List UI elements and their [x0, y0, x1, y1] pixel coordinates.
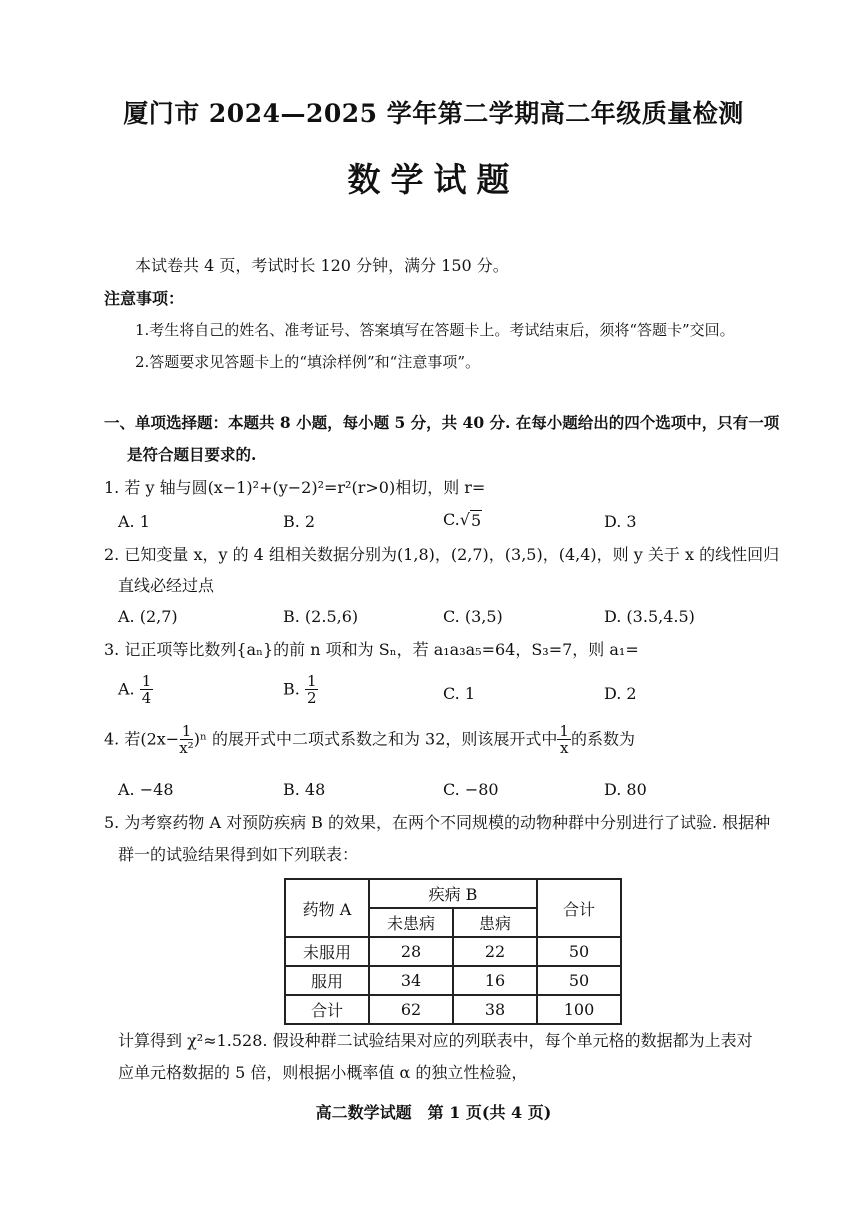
- numerator: 1: [306, 672, 317, 690]
- exam-title: 厦门市 2024—2025 学年第二学期高二年级质量检测: [123, 99, 744, 128]
- q4-option-d: D. 80: [604, 780, 647, 799]
- q1-option-d: D. 3: [604, 512, 637, 531]
- question-2-stem-line1: 2. 已知变量 x，y 的 4 组相关数据分别为(1,8)，(2,7)，(3,5)，(4,4)，则 y 关于 x 的线性回归: [104, 545, 780, 564]
- cell-not-ill: 28: [369, 937, 453, 966]
- exam-info: 本试卷共 4 页，考试时长 120 分钟，满分 150 分。: [135, 256, 509, 275]
- cell-ill: 16: [453, 966, 537, 995]
- notice-title: 注意事项：: [104, 289, 185, 308]
- q4-option-a: A. −48: [118, 780, 174, 799]
- q3-option-b: [283, 674, 318, 706]
- q2-option-c: C. (3,5): [443, 607, 503, 626]
- denominator: x: [559, 739, 569, 757]
- q4-fraction-1: [179, 724, 193, 756]
- q3-option-a: [118, 674, 153, 706]
- row-label: 未服用: [285, 937, 369, 966]
- q2-option-d: D. (3.5,4.5): [604, 607, 695, 626]
- question-5-after-line1: 计算得到 χ²≈1.528. 假设种群二试验结果对应的列联表中，每个单元格的数据都为上表对: [118, 1031, 753, 1050]
- question-1-stem: 1. 若 y 轴与圆(x−1)²+(y−2)²=r²(r>0)相切，则 r=: [104, 478, 486, 497]
- sqrt-symbol: √ 5: [459, 510, 482, 530]
- q4-option-b: B. 48: [283, 780, 326, 799]
- cell-ill: 22: [453, 937, 537, 966]
- q3-option-b-fraction: [305, 674, 319, 706]
- cell-total: 50: [537, 966, 621, 995]
- table-header-row: [285, 879, 621, 908]
- q4-stem-part: 4. 若(2x−: [104, 729, 180, 749]
- q1-option-c-label: C.: [443, 510, 460, 529]
- table-row: [285, 995, 621, 1024]
- numerator: 1: [181, 722, 192, 740]
- q1-option-c: [443, 510, 482, 531]
- table-header-total: 合计: [537, 879, 621, 937]
- q1-option-b: B. 2: [283, 512, 316, 531]
- notice-item-1: 1.考生将自己的姓名、准考证号、答案填写在答题卡上。考试结束后，须将“答题卡”交回。: [135, 321, 735, 339]
- question-3-stem: 3. 记正项等比数列{aₙ}的前 n 项和为 Sₙ，若 a₁a₃a₅=64，S₃=7，则 a₁=: [104, 640, 639, 659]
- q3-option-c: C. 1: [443, 684, 476, 703]
- q3-option-a-fraction: [140, 674, 154, 706]
- q2-option-a: A. (2,7): [118, 607, 178, 626]
- section-heading-cont: 是符合题目要求的.: [127, 445, 257, 464]
- table-header-not-ill: 未患病: [369, 908, 453, 937]
- denominator: 2: [306, 689, 317, 707]
- cell-total: 50: [537, 937, 621, 966]
- page-footer: 高二数学试题 第 1 页(共 4 页): [315, 1103, 552, 1122]
- q3-option-b-label: B.: [283, 679, 300, 699]
- question-5-stem-line2: 群一的试验结果得到如下列联表：: [118, 845, 359, 864]
- table-row: [285, 966, 621, 995]
- cell-total: 100: [537, 995, 621, 1024]
- table-row: [285, 937, 621, 966]
- cell-ill: 38: [453, 995, 537, 1024]
- q3-option-a-label: A.: [118, 679, 135, 699]
- table-header-ill: 患病: [453, 908, 537, 937]
- q2-option-b: B. (2.5,6): [283, 607, 359, 626]
- denominator: x²: [179, 739, 194, 757]
- q3-option-d: D. 2: [604, 684, 637, 703]
- q4-stem-part: )ⁿ 的展开式中二项式系数之和为 32，则该展开式中: [193, 729, 558, 749]
- row-label: 服用: [285, 966, 369, 995]
- numerator: 1: [141, 672, 152, 690]
- table-header-disease: 疾病 B: [369, 879, 537, 908]
- q4-stem-part: 的系数为: [570, 729, 635, 749]
- notice-item-2: 2.答题要求见答题卡上的“填涂样例”和“注意事项”。: [135, 353, 480, 371]
- q4-fraction-2: [557, 724, 571, 756]
- table-header-drug: 药物 A: [285, 879, 369, 937]
- section-heading: 一、单项选择题：本题共 8 小题，每小题 5 分，共 40 分. 在每小题给出的四个选项中，只有一项: [104, 413, 780, 432]
- exam-subject: 数学试题: [347, 160, 520, 199]
- question-4-stem: [104, 724, 635, 756]
- cell-not-ill: 34: [369, 966, 453, 995]
- row-label: 合计: [285, 995, 369, 1024]
- question-2-stem-line2: 直线必经过点: [118, 576, 215, 595]
- numerator: 1: [559, 722, 569, 740]
- q4-option-c: C. −80: [443, 780, 499, 799]
- q1-option-c-radicand: 5: [470, 511, 482, 530]
- question-5-after-line2: 应单元格数据的 5 倍，则根据小概率值 α 的独立性检验，: [118, 1063, 528, 1082]
- q1-option-a: A. 1: [118, 512, 150, 531]
- question-5-stem-line1: 5. 为考察药物 A 对预防疾病 B 的效果，在两个不同规模的动物种群中分别进行了试验. 根据种: [104, 813, 771, 832]
- denominator: 4: [141, 689, 152, 707]
- cell-not-ill: 62: [369, 995, 453, 1024]
- contingency-table: [284, 878, 622, 1025]
